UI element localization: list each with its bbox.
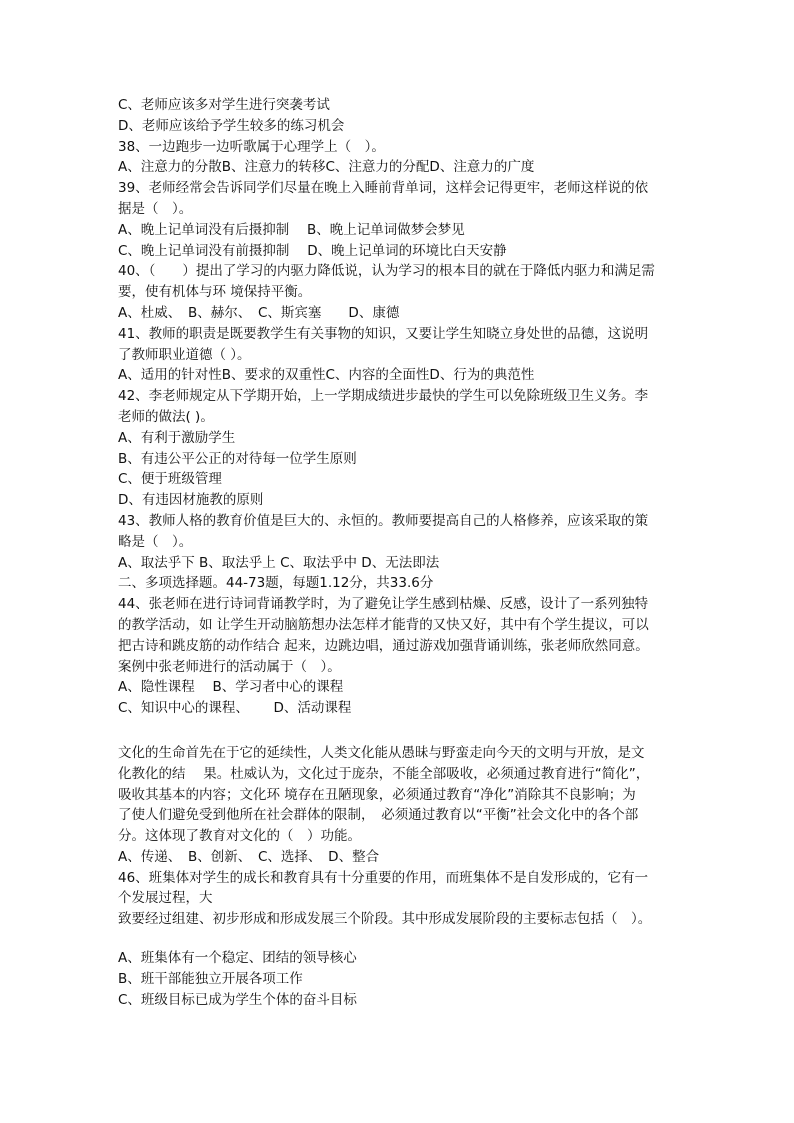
text-line: A、杜威、 B、赫尔、 C、斯宾塞 D、康德 — [118, 304, 400, 321]
text-line: A、注意力的分散B、注意力的转移C、注意力的分配D、注意力的广度 — [118, 159, 535, 176]
text-line: D、老师应该给予学生较多的练习机会 — [118, 117, 345, 134]
text-line: A、传递、 B、创新、 C、选择、 D、整合 — [118, 848, 380, 865]
text-line: A、班集体有一个稳定、团结的领导核心 — [118, 950, 357, 967]
question-45: 文化的生命首先在于它的延续性，人类文化能从愚昧与野蛮走向今天的文明与开放，是文 — [118, 744, 645, 761]
text-block-2 — [118, 743, 690, 930]
text-line: 据是（ ）。 — [118, 200, 193, 217]
text-line: A、取法乎下 B、取法乎上 C、取法乎中 D、无法即法 — [118, 554, 440, 571]
text-line: 个发展过程，大 — [118, 890, 213, 907]
text-line: 致要经过组建、初步形成和形成发展三个阶段。其中形成发展阶段的主要标志包括（ ）。 — [118, 911, 652, 928]
text-line: 的教学活动，如 让学生开动脑筋想办法怎样才能背的又快又好，其中有个学生提议，可以 — [118, 616, 649, 633]
question-38: 38、一边跑步一边听歌属于心理学上（ ）。 — [118, 138, 385, 155]
text-block-1 — [118, 95, 690, 719]
text-line: 分。这体现了教育对文化的（ ）功能。 — [118, 828, 361, 845]
text-line: A、适用的针对性B、要求的双重性C、内容的全面性D、行为的典范性 — [118, 367, 535, 384]
question-44: 44、张老师在进行诗词背诵教学时，为了避免让学生感到枯燥、反感，设计了一系列独特 — [118, 596, 649, 613]
text-block-3 — [118, 948, 690, 1010]
document-page — [118, 95, 690, 1010]
text-line: D、有违因材施教的原则 — [118, 492, 264, 509]
question-46: 46、班集体对学生的成长和教育具有十分重要的作用，而班集体不是自发形成的，它有一 — [118, 869, 649, 886]
text-line: 老师的做法( )。 — [118, 408, 214, 425]
question-42: 42、李老师规定从下学期开始，上一学期成绩进步最快的学生可以免除班级卫生义务。李 — [118, 388, 649, 405]
text-line: 把古诗和跳皮筋的动作结合 起来，边跳边唱，通过游戏加强背诵训练，张老师欣然同意。 — [118, 637, 649, 654]
text-line: C、班级目标已成为学生个体的奋斗目标 — [118, 991, 357, 1008]
question-41: 41、教师的职责是既要教学生有关事物的知识，又要让学生知晓立身处世的品德，这说明 — [118, 325, 649, 342]
text-line: 略是（ ）。 — [118, 533, 193, 550]
text-line: 了教师职业道德（ ）。 — [118, 346, 251, 363]
question-40: 40、（ ）提出了学习的内驱力降低说，认为学习的根本目的就在于降低内驱力和满足需 — [118, 263, 655, 280]
section-heading: 二、多项选择题。44-73题，每题1.12分，共33.6分 — [118, 575, 434, 592]
text-line: A、隐性课程 B、学习者中心的课程 — [118, 679, 344, 696]
text-line: 吸收其基本的内容；文化环 境存在丑陋现象，必须通过教育“净化”消除其不良影响；为 — [118, 786, 636, 803]
text-line: B、班干部能独立开展各项工作 — [118, 970, 303, 987]
text-line: C、便于班级管理 — [118, 471, 222, 488]
text-line: 案例中张老师进行的活动属于（ ）。 — [118, 658, 341, 675]
text-line: 了使人们避免受到他所在社会群体的限制， 必须通过教育以“平衡”社会文化中的各个部 — [118, 807, 639, 824]
text-line: A、晚上记单词没有后摄抑制 B、晚上记单词做梦会梦见 — [118, 221, 465, 238]
text-line: B、有违公平公正的对待每一位学生原则 — [118, 450, 357, 467]
text-line: C、知识中心的课程、 D、活动课程 — [118, 700, 352, 717]
text-line: 要，使有机体与环 境保持平衡。 — [118, 284, 312, 301]
question-39: 39、老师经常会告诉同学们尽量在晚上入睡前背单词，这样会记得更牢，老师这样说的依 — [118, 180, 649, 197]
text-line: C、老师应该多对学生进行突袭考试 — [118, 97, 330, 113]
text-line: A、有利于激励学生 — [118, 429, 236, 446]
text-line: 化教化的结 果。杜威认为，文化过于庞杂，不能全部吸收，必须通过教育进行“简化”， — [118, 765, 650, 782]
question-43: 43、教师人格的教育价值是巨大的、永恒的。教师要提高自己的人格修养，应该采取的策 — [118, 512, 649, 529]
text-line: C、晚上记单词没有前摄抑制 D、晚上记单词的环境比白天安静 — [118, 242, 507, 259]
